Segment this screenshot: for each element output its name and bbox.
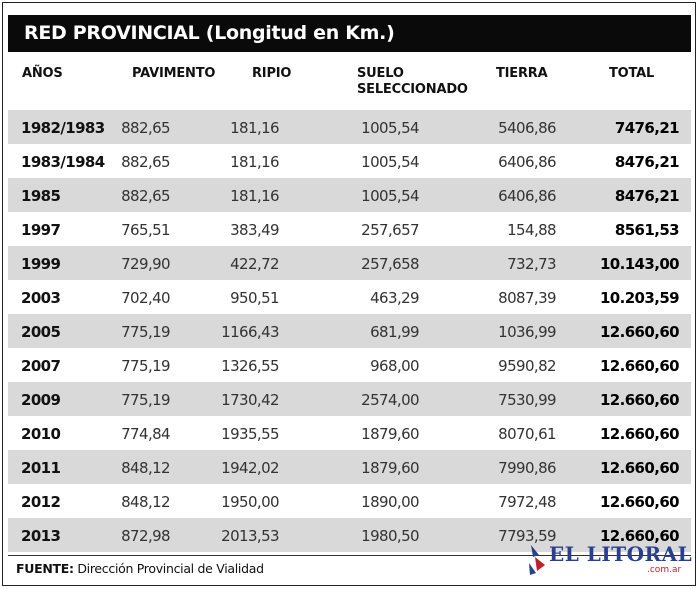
cell-suelo: 968,00 (370, 357, 419, 375)
cell-year: 1997 (21, 221, 61, 239)
table-row (8, 450, 691, 484)
source-label: FUENTE: (16, 561, 74, 576)
cell-pavimento: 882,65 (121, 187, 170, 205)
cell-year: 2010 (21, 425, 61, 443)
cell-year: 1985 (21, 187, 61, 205)
cell-total: 12.660,60 (599, 357, 679, 375)
cell-tierra: 732,73 (507, 255, 556, 273)
cell-pavimento: 775,19 (121, 391, 170, 409)
logo-domain: .com.ar (647, 565, 682, 575)
logo-name: EL LITORAL (549, 542, 693, 566)
table-row (8, 144, 691, 178)
cell-year: 1982/1983 (21, 119, 105, 137)
cell-total: 7476,21 (614, 119, 679, 137)
cell-year: 2013 (21, 527, 61, 545)
cell-year: 1983/1984 (21, 153, 105, 171)
cell-suelo: 1879,60 (361, 459, 419, 477)
table-row (8, 110, 691, 144)
cell-suelo: 257,657 (361, 221, 419, 239)
el-litoral-logo (525, 541, 695, 581)
cell-suelo: 1005,54 (361, 187, 419, 205)
cell-ripio: 1326,55 (221, 357, 279, 375)
table-row (8, 348, 691, 382)
table-row (8, 416, 691, 450)
cell-pavimento: 729,90 (121, 255, 170, 273)
cell-pavimento: 848,12 (121, 459, 170, 477)
cell-ripio: 181,16 (230, 153, 279, 171)
cell-tierra: 1036,99 (498, 323, 556, 341)
cell-ripio: 383,49 (230, 221, 279, 239)
cell-tierra: 154,88 (507, 221, 556, 239)
cell-total: 12.660,60 (599, 493, 679, 511)
cell-ripio: 1942,02 (221, 459, 279, 477)
cell-ripio: 1166,43 (221, 323, 279, 341)
table-row (8, 314, 691, 348)
cell-tierra: 6406,86 (498, 187, 556, 205)
table-body (8, 110, 691, 552)
cell-tierra: 7972,48 (498, 493, 556, 511)
cell-suelo: 463,29 (370, 289, 419, 307)
table-row (8, 178, 691, 212)
cell-pavimento: 872,98 (121, 527, 170, 545)
header-ripio: RIPIO (252, 66, 292, 81)
cell-total: 12.660,60 (599, 323, 679, 341)
header-suelo-line1: SUELO (357, 66, 404, 81)
cell-ripio: 181,16 (230, 187, 279, 205)
header-suelo-line2: SELECCIONADO (357, 82, 468, 97)
cell-ripio: 2013,53 (221, 527, 279, 545)
cell-total: 12.660,60 (599, 425, 679, 443)
cell-year: 2011 (21, 459, 61, 477)
table-row (8, 280, 691, 314)
cell-tierra: 7530,99 (498, 391, 556, 409)
cell-pavimento: 702,40 (121, 289, 170, 307)
cell-pavimento: 775,19 (121, 357, 170, 375)
cell-pavimento: 848,12 (121, 493, 170, 511)
cell-total: 8561,53 (614, 221, 679, 239)
cell-ripio: 1730,42 (221, 391, 279, 409)
table-row (8, 382, 691, 416)
cell-ripio: 181,16 (230, 119, 279, 137)
cell-tierra: 8087,39 (498, 289, 556, 307)
title-bar (8, 15, 691, 52)
cell-total: 10.203,59 (599, 289, 679, 307)
cell-suelo: 2574,00 (361, 391, 419, 409)
table-row (8, 212, 691, 246)
logo-emblem-icon (525, 541, 551, 577)
cell-pavimento: 774,84 (121, 425, 170, 443)
cell-year: 2007 (21, 357, 61, 375)
cell-year: 2012 (21, 493, 61, 511)
cell-suelo: 1879,60 (361, 425, 419, 443)
cell-pavimento: 882,65 (121, 153, 170, 171)
cell-ripio: 422,72 (230, 255, 279, 273)
cell-tierra: 6406,86 (498, 153, 556, 171)
cell-tierra: 8070,61 (498, 425, 556, 443)
cell-pavimento: 775,19 (121, 323, 170, 341)
cell-suelo: 1980,50 (361, 527, 419, 545)
table-row (8, 246, 691, 280)
header-years: AÑOS (22, 66, 63, 81)
cell-ripio: 1935,55 (221, 425, 279, 443)
table-title: RED PROVINCIAL (Longitud en Km.) (24, 22, 395, 44)
table-row (8, 484, 691, 518)
table-header (8, 52, 691, 100)
header-pavimento: PAVIMENTO (132, 66, 216, 81)
cell-ripio: 950,51 (230, 289, 279, 307)
cell-total: 12.660,60 (599, 391, 679, 409)
cell-suelo: 1005,54 (361, 153, 419, 171)
cell-pavimento: 882,65 (121, 119, 170, 137)
cell-year: 2005 (21, 323, 61, 341)
cell-suelo: 1005,54 (361, 119, 419, 137)
source-note (16, 561, 264, 576)
cell-total: 8476,21 (614, 187, 679, 205)
cell-tierra: 9590,82 (498, 357, 556, 375)
cell-total: 12.660,60 (599, 527, 679, 545)
header-tierra: TIERRA (496, 66, 548, 81)
header-suelo (357, 66, 468, 98)
cell-tierra: 7793,59 (498, 527, 556, 545)
cell-tierra: 5406,86 (498, 119, 556, 137)
cell-year: 2009 (21, 391, 61, 409)
cell-total: 12.660,60 (599, 459, 679, 477)
cell-suelo: 681,99 (370, 323, 419, 341)
cell-suelo: 257,658 (361, 255, 419, 273)
source-text: Dirección Provincial de Vialidad (77, 561, 264, 576)
cell-year: 1999 (21, 255, 61, 273)
cell-suelo: 1890,00 (361, 493, 419, 511)
cell-total: 8476,21 (614, 153, 679, 171)
header-total: TOTAL (609, 66, 655, 81)
cell-total: 10.143,00 (599, 255, 679, 273)
cell-pavimento: 765,51 (121, 221, 170, 239)
cell-ripio: 1950,00 (221, 493, 279, 511)
cell-year: 2003 (21, 289, 61, 307)
cell-tierra: 7990,86 (498, 459, 556, 477)
